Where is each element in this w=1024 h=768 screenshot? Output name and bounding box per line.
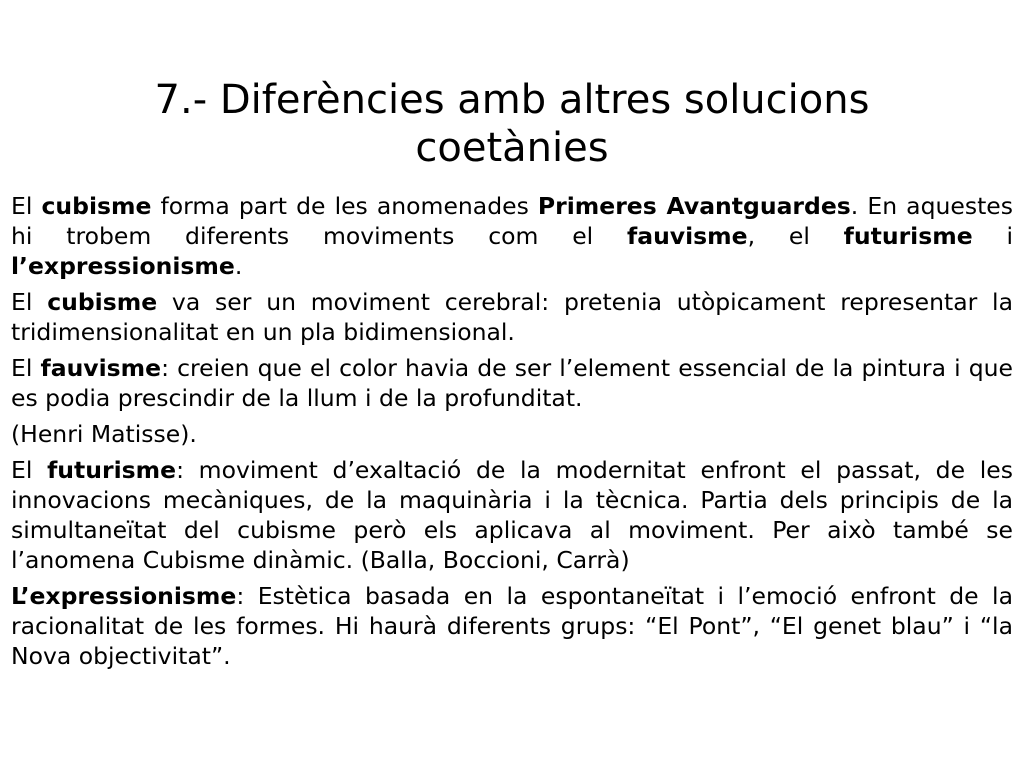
paragraph-text: i xyxy=(972,222,1013,250)
paragraph-text: El xyxy=(11,192,42,220)
body-paragraph xyxy=(11,353,1013,413)
bold-term: cubisme xyxy=(47,288,158,316)
bold-term: fauvisme xyxy=(40,354,162,382)
body-paragraph xyxy=(11,419,1013,449)
paragraph-text: va ser un moviment cerebral: pretenia utòpicament representar la tridimensionalitat en un pla bidimensional. xyxy=(11,288,1013,346)
bold-term: cubisme xyxy=(41,192,152,220)
bold-term: futurisme xyxy=(843,222,973,250)
paragraph-text: , el xyxy=(747,222,844,250)
bold-term: L’expressionisme xyxy=(11,582,237,610)
body-paragraph xyxy=(11,287,1013,347)
paragraph-text: : Estètica basada en la espontaneïtat i l’emoció enfront de la racionalitat de les formes. Hi haurà diferents grups: “El Pont”, “El genet blau” i “la Nova objectivitat”. xyxy=(11,582,1013,670)
bold-term: futurisme xyxy=(47,456,177,484)
paragraph-text: El xyxy=(11,456,48,484)
paragraph-text: (Henri Matisse). xyxy=(11,420,197,448)
slide-body xyxy=(11,191,1013,677)
bold-term: l’expressionisme xyxy=(11,252,235,280)
slide-title: 7.- Diferències amb altres solucions coetànies xyxy=(154,77,870,171)
paragraph-text: . xyxy=(234,252,243,280)
bold-term: Primeres Avantguardes xyxy=(537,192,851,220)
paragraph-text: El xyxy=(11,288,48,316)
paragraph-text: . En aquestes hi trobem diferents moviments com el xyxy=(11,192,1014,250)
paragraph-text: El xyxy=(11,354,41,382)
body-paragraph xyxy=(11,455,1013,575)
body-paragraph xyxy=(11,191,1013,281)
body-paragraph xyxy=(11,581,1013,671)
paragraph-text: : creien que el color havia de ser l’element essencial de la pintura i que es podia prescindir de la llum i de la profunditat. xyxy=(11,354,1013,412)
bold-term: fauvisme xyxy=(626,222,748,250)
paragraph-text: forma part de les anomenades xyxy=(151,192,538,220)
paragraph-text: : moviment d’exaltació de la modernitat enfront el passat, de les innovacions mecàniques, de la maquinària i la tècnica. Partia dels principis de la simultaneïtat del cubisme però els aplicava al moviment. Per això també se l’anomena Cubisme dinàmic. (Balla, Boccioni, Carrà) xyxy=(11,456,1013,574)
